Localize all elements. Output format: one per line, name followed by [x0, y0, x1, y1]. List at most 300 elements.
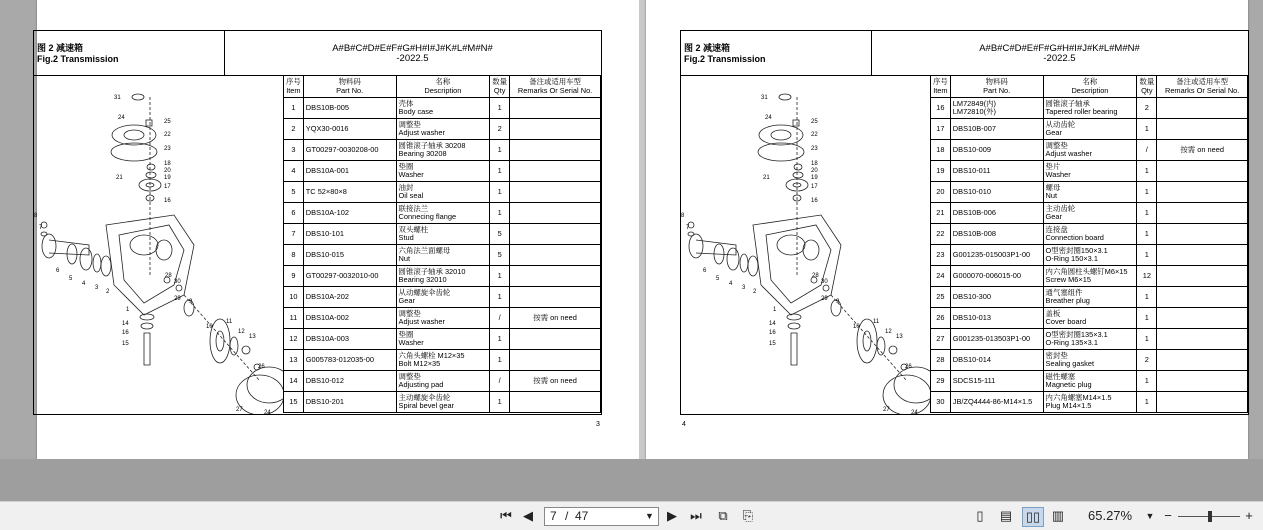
svg-text:5: 5 — [716, 276, 720, 282]
svg-text:17: 17 — [164, 184, 171, 190]
description-en: Bolt M12×35 — [398, 359, 441, 368]
table-row — [931, 203, 1248, 224]
svg-text:21: 21 — [763, 175, 770, 181]
svg-text:29: 29 — [174, 296, 181, 302]
model-header — [871, 31, 1248, 75]
description-en: Oil seal — [398, 191, 424, 200]
cell-remarks: 按需 on need — [510, 308, 601, 329]
cell-description — [1043, 329, 1137, 350]
zoom-out-icon[interactable]: − — [1164, 508, 1172, 523]
header-part-no: 物料码 Part No. — [950, 76, 1043, 98]
page-separator: / — [565, 509, 569, 523]
cell-item: 23 — [931, 245, 951, 266]
total-pages: 47 — [575, 509, 589, 523]
cell-part-no — [303, 266, 396, 287]
zoom-in-icon[interactable]: + — [1245, 508, 1253, 523]
svg-text:30: 30 — [821, 279, 828, 285]
copy-icon[interactable]: ⧉ — [718, 508, 728, 523]
cell-description — [396, 266, 490, 287]
description-en: Gear — [1045, 128, 1062, 137]
cell-remarks — [510, 119, 601, 140]
cell-description — [1043, 224, 1137, 245]
cell-remarks — [1157, 161, 1248, 182]
cell-description — [396, 161, 490, 182]
svg-text:15: 15 — [769, 341, 776, 347]
cell-qty: 2 — [1137, 98, 1157, 119]
cell-item: 16 — [931, 98, 951, 119]
cell-item: 29 — [931, 371, 951, 392]
part-number: G001235-013503P1-00 — [952, 333, 1031, 343]
cell-item: 4 — [284, 161, 304, 182]
cell-part-no — [950, 182, 1043, 203]
cell-remarks — [1157, 266, 1248, 287]
cell-part-no — [303, 182, 396, 203]
table-row — [931, 224, 1248, 245]
cell-part-no — [950, 98, 1043, 119]
svg-text:12: 12 — [238, 329, 245, 335]
part-number: LM72849(内) — [952, 98, 996, 108]
cell-part-no — [303, 350, 396, 371]
svg-text:27: 27 — [883, 407, 890, 413]
cell-item: 7 — [284, 224, 304, 245]
part-number: DBS10B-008 — [952, 228, 996, 238]
page-gap — [639, 0, 646, 459]
description-en: O-Ring 150×3.1 — [1045, 254, 1098, 263]
first-page-icon[interactable]: ⏮ — [500, 508, 512, 523]
cell-remarks — [510, 140, 601, 161]
part-number: DBS10-009 — [952, 144, 992, 154]
cell-description — [1043, 98, 1137, 119]
svg-text:13: 13 — [249, 334, 256, 340]
cell-remarks — [510, 287, 601, 308]
table-row — [931, 371, 1248, 392]
description-en: Gear — [398, 296, 415, 305]
description-en: Adjust washer — [398, 317, 445, 326]
cell-description — [1043, 371, 1137, 392]
description-en: Plug M14×1.5 — [1045, 401, 1092, 410]
table-row — [284, 203, 601, 224]
table-header-row — [284, 76, 601, 98]
cell-item: 11 — [284, 308, 304, 329]
cell-part-no — [950, 203, 1043, 224]
current-page[interactable]: 7 — [550, 509, 557, 523]
cell-remarks — [1157, 350, 1248, 371]
cell-description — [396, 287, 490, 308]
cell-qty: 1 — [1137, 329, 1157, 350]
cell-qty: 5 — [490, 245, 510, 266]
svg-text:22: 22 — [164, 132, 171, 138]
svg-text:3: 3 — [742, 285, 746, 291]
part-number: DBS10A-202 — [305, 291, 349, 301]
description-cn: 从动螺旋伞齿轮 — [398, 287, 451, 297]
table-row — [284, 245, 601, 266]
cell-description — [396, 140, 490, 161]
table-row — [284, 308, 601, 329]
cell-description — [396, 224, 490, 245]
svg-text:19: 19 — [164, 175, 171, 181]
page-number: 3 — [596, 421, 600, 428]
cell-remarks — [1157, 287, 1248, 308]
cell-description — [396, 98, 490, 119]
description-en: Nut — [398, 254, 411, 263]
svg-text:26: 26 — [258, 364, 265, 370]
cell-remarks: 按需 on need — [1157, 140, 1248, 161]
cell-item: 26 — [931, 308, 951, 329]
description-cn: 调整垫 — [398, 371, 421, 381]
part-number: G000070-006015-00 — [952, 270, 1022, 280]
cell-description — [396, 350, 490, 371]
svg-text:30: 30 — [174, 279, 181, 285]
description-en: Bearing 32010 — [398, 275, 447, 284]
two-page-continuous-icon[interactable]: ▥ — [1051, 508, 1065, 523]
cell-qty: / — [1137, 140, 1157, 161]
table-row — [284, 224, 601, 245]
figure-caption — [34, 31, 225, 75]
pdf-page-right[interactable] — [646, 0, 1248, 459]
cell-part-no — [950, 392, 1043, 413]
description-cn: O型密封圈150×3.1 — [1045, 245, 1108, 255]
description-en: Connecing flange — [398, 212, 457, 221]
cell-description — [396, 119, 490, 140]
prev-page-icon[interactable]: ◀ — [523, 508, 533, 523]
cell-qty: 1 — [1137, 119, 1157, 140]
next-page-icon[interactable]: ▶ — [667, 508, 677, 523]
description-cn: 壳体 — [398, 98, 414, 108]
cell-description — [1043, 140, 1137, 161]
part-number: DBS10-014 — [952, 354, 992, 364]
cell-remarks — [1157, 308, 1248, 329]
table-row — [284, 266, 601, 287]
svg-text:16: 16 — [769, 330, 776, 336]
svg-text:14: 14 — [122, 321, 129, 327]
table-row — [284, 392, 601, 413]
cell-part-no — [950, 287, 1043, 308]
part-number: DBS10A-003 — [305, 333, 349, 343]
description-cn: 主动齿轮 — [1045, 203, 1076, 213]
cell-remarks — [510, 392, 601, 413]
description-en: Spiral bevel gear — [398, 401, 455, 410]
description-cn: 从动齿轮 — [1045, 119, 1076, 129]
svg-text:3: 3 — [95, 285, 99, 291]
description-cn: 圆锥滚子轴承 32010 — [398, 266, 466, 276]
cell-remarks — [510, 350, 601, 371]
page-number-input[interactable] — [544, 507, 659, 526]
cell-part-no — [303, 371, 396, 392]
cell-part-no — [950, 224, 1043, 245]
table-row — [931, 266, 1248, 287]
viewer-background — [0, 459, 1263, 501]
description-en: Gear — [1045, 212, 1062, 221]
description-cn: 连接盘 — [1045, 224, 1068, 234]
description-cn: 联接法兰 — [398, 203, 429, 213]
cell-remarks: 按需 on need — [510, 371, 601, 392]
extract-icon[interactable]: ⎘ — [742, 508, 754, 523]
diagram-lines — [688, 94, 930, 414]
table-row — [284, 140, 601, 161]
part-number: DBS10B-007 — [952, 123, 996, 133]
figure-caption-en: Fig.2 Transmission — [684, 54, 766, 64]
part-number-2: LM72810(外) — [952, 107, 996, 116]
cell-part-no — [950, 161, 1043, 182]
description-cn: O型密封圈135×3.1 — [1045, 329, 1108, 339]
two-page-icon[interactable]: ▯▯ — [1022, 507, 1044, 527]
cell-remarks — [510, 266, 601, 287]
svg-text:7: 7 — [686, 225, 690, 231]
cell-qty: 1 — [1137, 182, 1157, 203]
cell-description — [1043, 119, 1137, 140]
zoom-level[interactable]: 65.27% — [1088, 508, 1133, 523]
description-en: Bearing 30208 — [398, 149, 447, 158]
cell-item: 20 — [931, 182, 951, 203]
header-description: 名称 Description — [396, 76, 490, 98]
table-row — [931, 308, 1248, 329]
cell-description — [1043, 203, 1137, 224]
svg-text:8: 8 — [681, 213, 685, 219]
description-cn: 内六角圆柱头螺钉M6×15 — [1045, 266, 1128, 276]
cell-qty: 1 — [490, 182, 510, 203]
cell-description — [396, 371, 490, 392]
cell-qty: 1 — [1137, 224, 1157, 245]
cell-description — [396, 392, 490, 413]
model-list: A#B#C#D#E#F#G#H#I#J#K#L#M#N# — [332, 43, 493, 54]
parts-table — [283, 75, 601, 413]
svg-text:22: 22 — [811, 132, 818, 138]
svg-text:14: 14 — [769, 321, 776, 327]
cell-description — [1043, 182, 1137, 203]
cell-remarks — [1157, 98, 1248, 119]
cell-description — [396, 308, 490, 329]
cell-item: 28 — [931, 350, 951, 371]
cell-part-no — [950, 119, 1043, 140]
diagram-lines — [41, 94, 283, 414]
cell-item: 2 — [284, 119, 304, 140]
cell-description — [396, 203, 490, 224]
svg-text:19: 19 — [811, 175, 818, 181]
cell-qty: 1 — [1137, 287, 1157, 308]
svg-text:18: 18 — [811, 161, 818, 167]
page-number: 4 — [682, 421, 686, 428]
table-row — [931, 119, 1248, 140]
cell-part-no — [950, 245, 1043, 266]
continuous-icon[interactable]: ▤ — [999, 508, 1013, 523]
description-en: Breather plug — [1045, 296, 1090, 305]
model-date: -2022.5 — [396, 53, 429, 64]
last-page-icon[interactable]: ⏭ — [690, 508, 702, 523]
table-row — [931, 140, 1248, 161]
cell-qty: / — [490, 308, 510, 329]
cell-qty: 1 — [490, 266, 510, 287]
part-number: DBS10A-102 — [305, 207, 349, 217]
zoom-slider-handle[interactable] — [1208, 511, 1212, 522]
description-cn: 垫圈 — [398, 161, 414, 171]
svg-text:16: 16 — [811, 198, 818, 204]
svg-text:23: 23 — [811, 146, 818, 152]
part-number: DBS10A-002 — [305, 312, 349, 322]
table-row — [931, 392, 1248, 413]
part-number: YQX30-0016 — [305, 123, 349, 133]
diagram-labels — [681, 95, 918, 414]
table-row — [284, 119, 601, 140]
svg-text:7: 7 — [39, 225, 43, 231]
cell-description — [1043, 350, 1137, 371]
svg-text:31: 31 — [114, 95, 121, 101]
pdf-page-left[interactable] — [34, 0, 639, 459]
cell-item: 6 — [284, 203, 304, 224]
description-en: Adjust washer — [1045, 149, 1092, 158]
cell-item: 5 — [284, 182, 304, 203]
cell-qty: 5 — [490, 224, 510, 245]
description-cn: 六角头螺栓 M12×35 — [398, 350, 465, 360]
cell-part-no — [303, 119, 396, 140]
cell-remarks — [1157, 203, 1248, 224]
description-en: Connection board — [1045, 233, 1104, 242]
page-header — [681, 31, 1248, 76]
cell-part-no — [950, 371, 1043, 392]
description-en: Screw M6×15 — [1045, 275, 1091, 284]
description-en: Washer — [398, 170, 424, 179]
cell-qty: / — [490, 371, 510, 392]
cell-qty: 1 — [1137, 203, 1157, 224]
table-row — [931, 245, 1248, 266]
description-en: Sealing gasket — [1045, 359, 1095, 368]
model-list: A#B#C#D#E#F#G#H#I#J#K#L#M#N# — [979, 43, 1140, 54]
header-remarks: 备注或适用车型 Remarks Or Serial No. — [1157, 76, 1248, 98]
svg-text:23: 23 — [164, 146, 171, 152]
part-number: TC 52×80×8 — [305, 186, 347, 196]
cell-item: 30 — [931, 392, 951, 413]
description-cn: 双头螺柱 — [398, 224, 429, 234]
svg-text:4: 4 — [82, 281, 86, 287]
cell-qty: 1 — [490, 287, 510, 308]
svg-text:1: 1 — [126, 307, 130, 313]
cell-qty: 1 — [490, 161, 510, 182]
cell-part-no — [303, 98, 396, 119]
description-cn: 垫片 — [1045, 161, 1061, 171]
cell-description — [1043, 287, 1137, 308]
description-en: Stud — [398, 233, 414, 242]
cell-description — [396, 329, 490, 350]
page-frame — [680, 30, 1249, 415]
cell-description — [1043, 161, 1137, 182]
svg-text:11: 11 — [873, 319, 880, 325]
part-number: DBS10B-006 — [952, 207, 996, 217]
svg-text:12: 12 — [885, 329, 892, 335]
table-row — [284, 329, 601, 350]
svg-text:29: 29 — [821, 296, 828, 302]
svg-text:25: 25 — [164, 119, 171, 125]
figure-caption-en: Fig.2 Transmission — [37, 54, 119, 64]
model-date: -2022.5 — [1043, 53, 1076, 64]
parts-table — [930, 75, 1248, 413]
cell-item: 22 — [931, 224, 951, 245]
svg-text:20: 20 — [811, 168, 818, 174]
cell-part-no — [950, 350, 1043, 371]
cell-qty: 1 — [490, 392, 510, 413]
cell-qty: 1 — [490, 350, 510, 371]
description-cn: 密封垫 — [1045, 350, 1068, 360]
cell-part-no — [303, 287, 396, 308]
svg-text:17: 17 — [811, 184, 818, 190]
description-en: Adjusting pad — [398, 380, 444, 389]
cell-item: 10 — [284, 287, 304, 308]
svg-text:6: 6 — [56, 268, 60, 274]
header-item: 序号 Item — [931, 76, 951, 98]
zoom-dropdown-icon[interactable]: ▼ — [1145, 511, 1155, 521]
cell-qty: 1 — [1137, 245, 1157, 266]
cell-description — [396, 182, 490, 203]
svg-text:25: 25 — [811, 119, 818, 125]
cell-qty: 2 — [490, 119, 510, 140]
description-en: Magnetic plug — [1045, 380, 1092, 389]
svg-text:2: 2 — [106, 289, 110, 295]
svg-text:2: 2 — [753, 289, 757, 295]
cell-remarks — [1157, 245, 1248, 266]
description-cn: 调整垫 — [1045, 140, 1068, 150]
table-row — [931, 182, 1248, 203]
cell-item: 3 — [284, 140, 304, 161]
svg-text:13: 13 — [896, 334, 903, 340]
svg-text:24: 24 — [118, 115, 125, 121]
svg-text:10: 10 — [206, 324, 213, 330]
exploded-diagram — [34, 75, 283, 414]
cell-item: 17 — [931, 119, 951, 140]
part-number: DBS10-201 — [305, 396, 345, 406]
part-number: DBS10-012 — [305, 375, 345, 385]
part-number: DBS10-010 — [952, 186, 992, 196]
svg-text:21: 21 — [116, 175, 123, 181]
description-cn: 主动螺旋伞齿轮 — [398, 392, 451, 402]
cell-remarks — [1157, 392, 1248, 413]
cell-qty: 1 — [1137, 161, 1157, 182]
cell-item: 25 — [931, 287, 951, 308]
cell-item: 8 — [284, 245, 304, 266]
cell-part-no — [950, 140, 1043, 161]
cell-part-no — [303, 308, 396, 329]
cell-item: 24 — [931, 266, 951, 287]
cell-qty: 1 — [1137, 308, 1157, 329]
cell-item: 1 — [284, 98, 304, 119]
single-page-icon[interactable]: ▯ — [976, 508, 984, 523]
page-frame — [33, 30, 602, 415]
dropdown-icon[interactable]: ▼ — [645, 511, 654, 521]
svg-text:26: 26 — [905, 364, 912, 370]
svg-text:24: 24 — [264, 410, 271, 414]
model-header — [224, 31, 601, 75]
description-cn: 六角法兰面螺母 — [398, 245, 451, 255]
description-cn: 螺母 — [1045, 182, 1061, 192]
table-row — [284, 287, 601, 308]
cell-remarks — [1157, 224, 1248, 245]
description-cn: 油封 — [398, 182, 414, 192]
cell-part-no — [303, 329, 396, 350]
svg-text:31: 31 — [761, 95, 768, 101]
cell-remarks — [510, 329, 601, 350]
description-cn: 垫圈 — [398, 329, 414, 339]
svg-text:1: 1 — [773, 307, 777, 313]
svg-text:10: 10 — [853, 324, 860, 330]
header-qty: 数量 Qty — [490, 76, 510, 98]
description-en: Washer — [1045, 170, 1071, 179]
svg-text:11: 11 — [226, 319, 233, 325]
svg-text:16: 16 — [164, 198, 171, 204]
description-cn: 磁性螺塞 — [1045, 371, 1076, 381]
cell-remarks — [510, 161, 601, 182]
part-number: DBS10A-001 — [305, 165, 349, 175]
header-description: 名称 Description — [1043, 76, 1137, 98]
part-number: SDCS15-111 — [952, 375, 996, 385]
cell-remarks — [1157, 371, 1248, 392]
svg-text:15: 15 — [122, 341, 129, 347]
